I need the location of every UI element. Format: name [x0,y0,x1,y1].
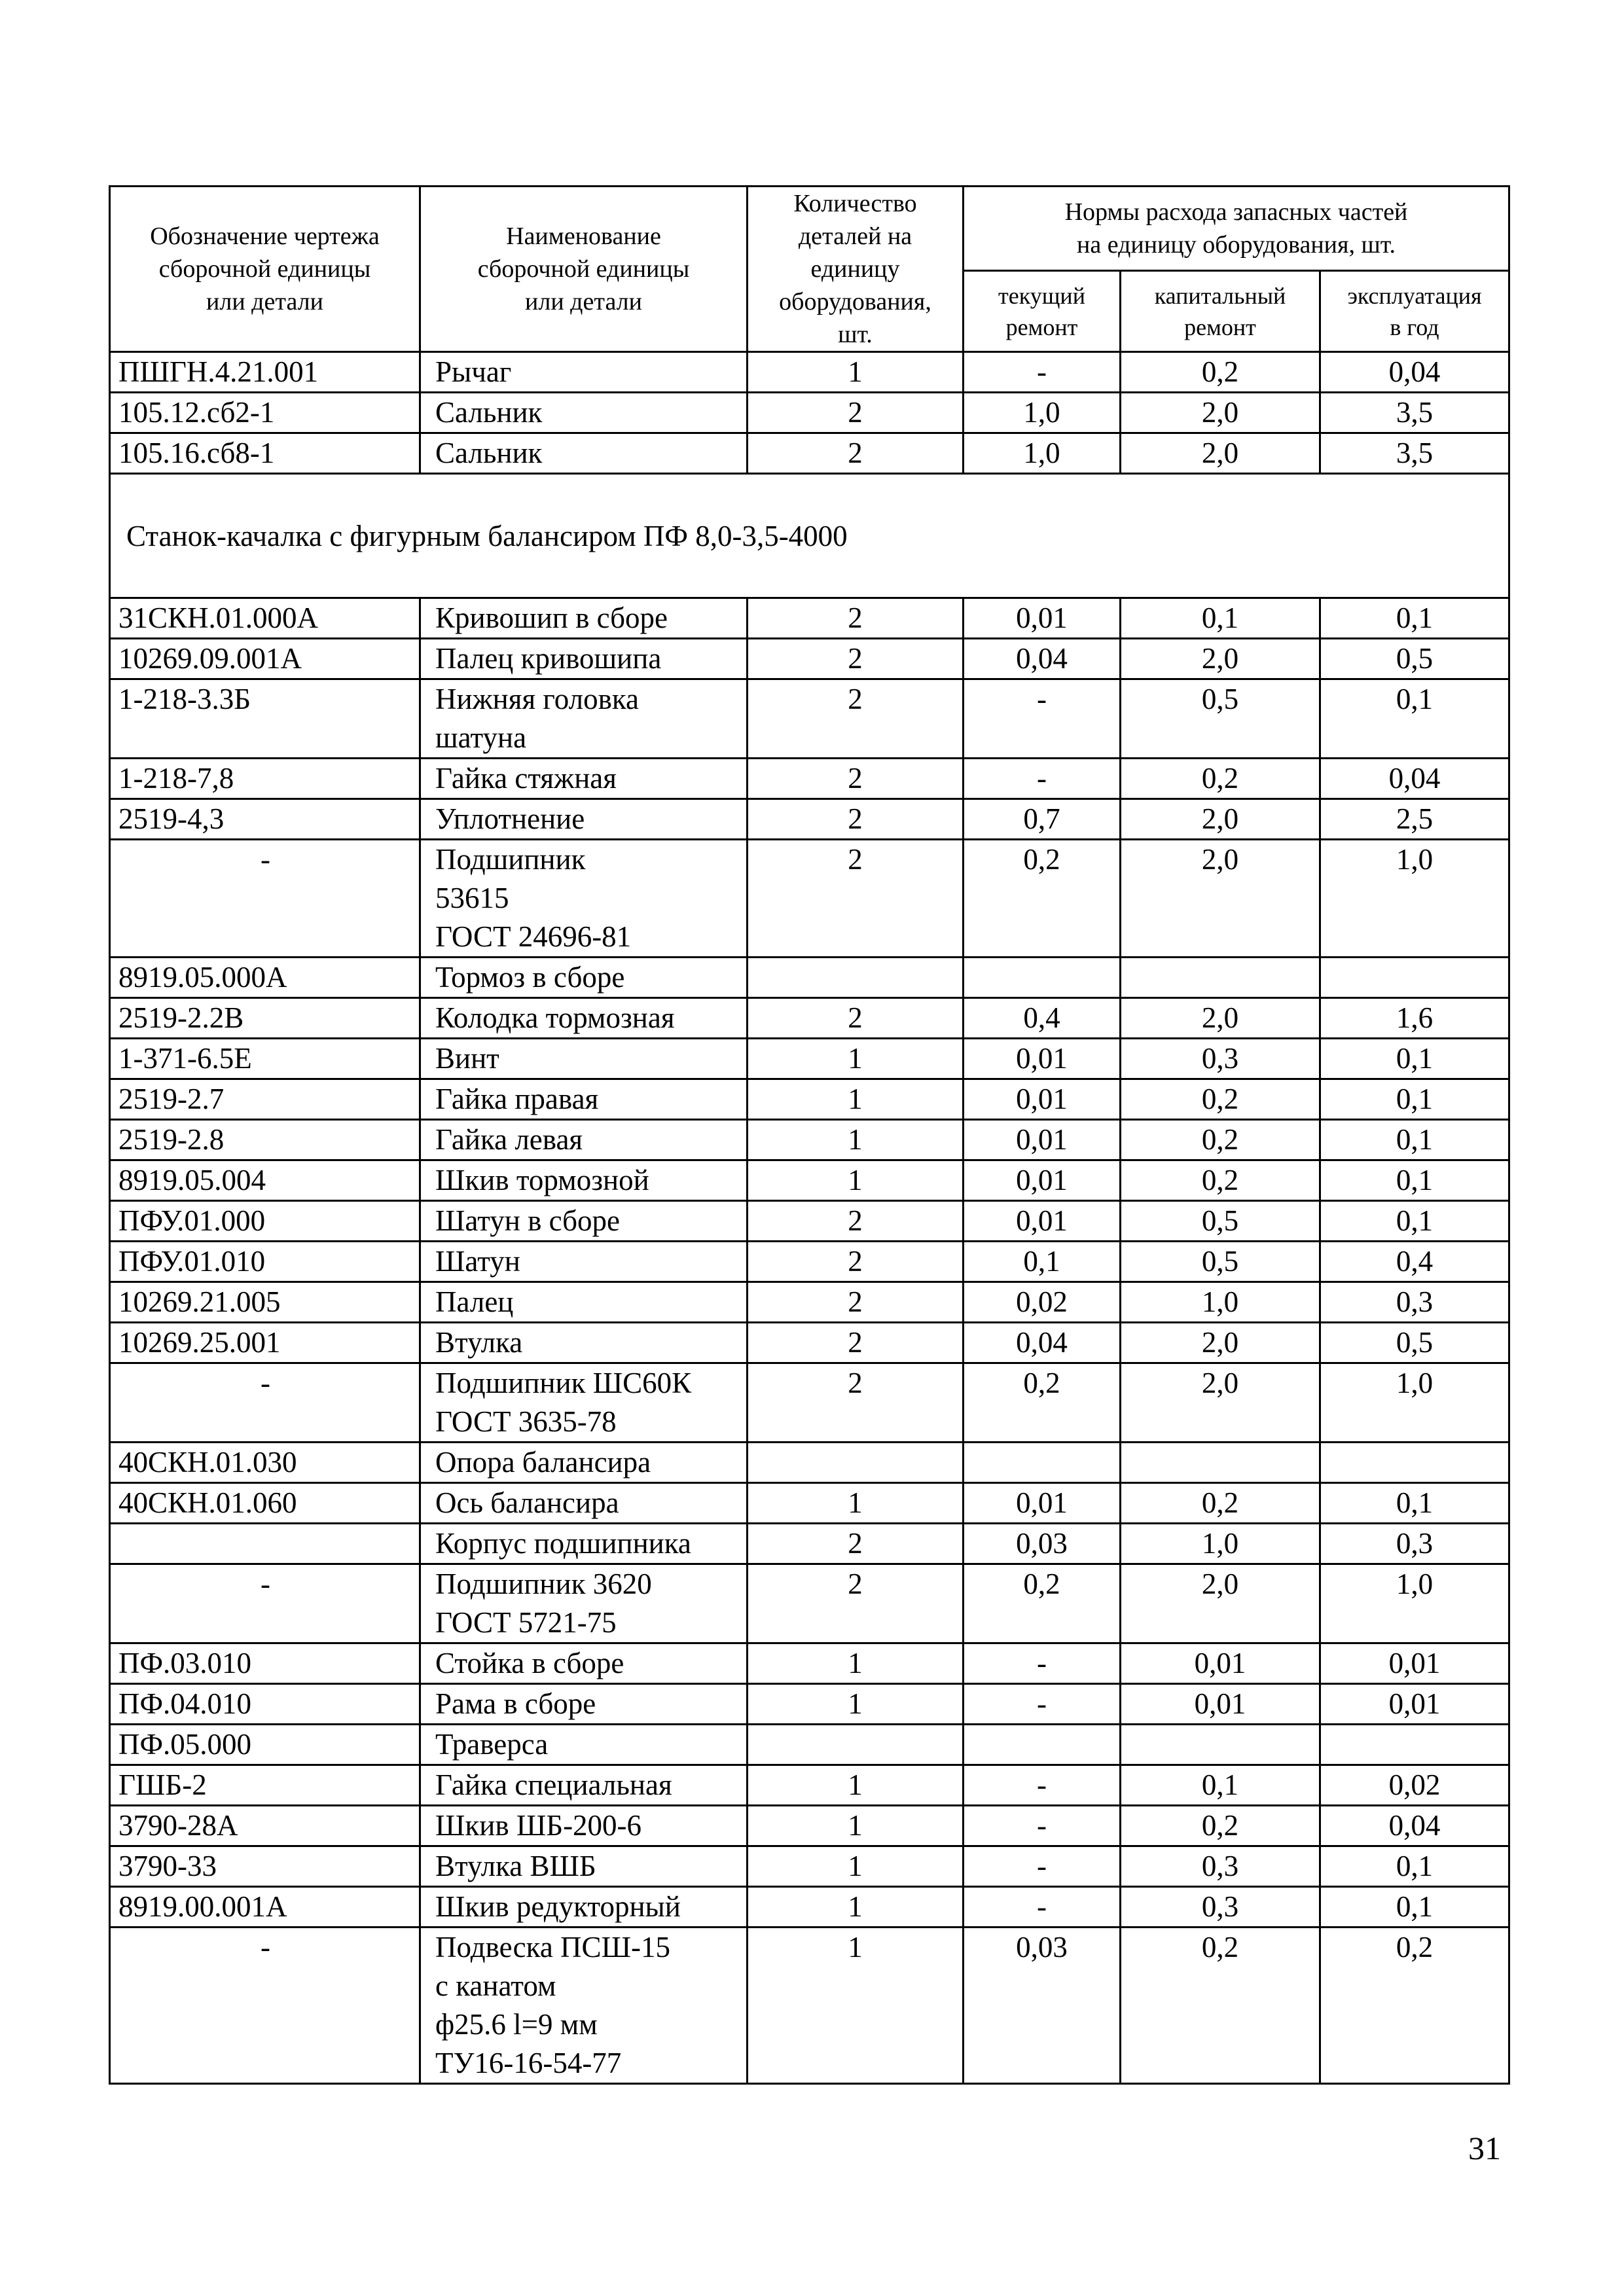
cell-designation: ПФУ.01.010 [110,1242,420,1282]
cell-name: Подшипник ШС60К ГОСТ 3635-78 [420,1363,748,1443]
cell-designation: - [110,1928,420,2084]
cell-operation [1320,1725,1509,1765]
cell-current-repair: - [964,759,1121,799]
cell-quantity: 2 [748,759,964,799]
cell-name: Гайка правая [420,1079,748,1120]
cell-designation: 8919.05.000А [110,958,420,998]
cell-capital-repair: 0,5 [1121,1201,1320,1242]
cell-capital-repair [1121,958,1320,998]
cell-designation: 2519-2.7 [110,1079,420,1120]
cell-designation: 8919.00.001А [110,1887,420,1928]
cell-operation: 0,1 [1320,679,1509,759]
cell-name: Втулка [420,1323,748,1363]
cell-quantity: 2 [748,393,964,433]
cell-quantity: 2 [748,679,964,759]
section-title: Станок-качалка с фигурным балансиром ПФ 8,0-3,5-4000 [110,474,1509,598]
cell-capital-repair: 0,1 [1121,1765,1320,1806]
cell-capital-repair: 0,2 [1121,1806,1320,1846]
cell-quantity: 2 [748,1564,964,1643]
table-row [110,639,1509,679]
cell-capital-repair: 0,3 [1121,1039,1320,1079]
cell-current-repair: - [964,1887,1121,1928]
cell-operation: 0,3 [1320,1524,1509,1564]
cell-operation: 1,0 [1320,1363,1509,1443]
cell-name: Траверса [420,1725,748,1765]
cell-quantity: 1 [748,1887,964,1928]
cell-operation: 1,0 [1320,840,1509,958]
page-number: 31 [1468,2130,1501,2166]
cell-designation: 2519-4,3 [110,799,420,840]
cell-designation: 1-371-6.5Е [110,1039,420,1079]
cell-quantity [748,958,964,998]
cell-capital-repair: 2,0 [1121,799,1320,840]
cell-quantity: 2 [748,840,964,958]
cell-name: Уплотнение [420,799,748,840]
cell-designation: 40СКН.01.060 [110,1483,420,1524]
table-row [110,1684,1509,1725]
cell-quantity: 2 [748,598,964,639]
cell-quantity: 1 [748,1806,964,1846]
cell-designation: ГШБ-2 [110,1765,420,1806]
cell-quantity: 2 [748,1363,964,1443]
cell-operation: 1,6 [1320,998,1509,1039]
cell-current-repair: 0,01 [964,1120,1121,1160]
cell-operation: 0,04 [1320,352,1509,393]
table-row [110,1282,1509,1323]
cell-current-repair: 0,01 [964,1201,1121,1242]
table-row [110,1242,1509,1282]
cell-name: Шкив тормозной [420,1160,748,1201]
cell-current-repair: 0,02 [964,1282,1121,1323]
cell-capital-repair: 0,3 [1121,1846,1320,1887]
cell-designation: 10269.21.005 [110,1282,420,1323]
cell-current-repair: 0,01 [964,1039,1121,1079]
cell-designation: 40СКН.01.030 [110,1443,420,1483]
section-row [110,474,1509,598]
cell-operation: 0,04 [1320,1806,1509,1846]
cell-current-repair: 0,03 [964,1928,1121,2084]
cell-name: Опора балансира [420,1443,748,1483]
cell-designation [110,1524,420,1564]
cell-capital-repair: 2,0 [1121,840,1320,958]
cell-capital-repair: 0,01 [1121,1643,1320,1684]
cell-current-repair: 0,1 [964,1242,1121,1282]
cell-name: Шатун [420,1242,748,1282]
cell-designation: ПФ.05.000 [110,1725,420,1765]
cell-name: Подвеска ПСШ-15 с канатом ф25.6 l=9 мм ТУ16-16-54-77 [420,1928,748,2084]
cell-quantity: 2 [748,1242,964,1282]
table-row [110,1643,1509,1684]
table-row [110,799,1509,840]
cell-operation: 0,1 [1320,1079,1509,1120]
cell-current-repair: 0,4 [964,998,1121,1039]
cell-capital-repair: 0,5 [1121,679,1320,759]
cell-operation: 0,4 [1320,1242,1509,1282]
cell-operation: 0,1 [1320,1201,1509,1242]
parts-table [109,185,1510,2085]
cell-capital-repair: 0,2 [1121,1928,1320,2084]
table-row [110,1079,1509,1120]
col-header-designation: Обозначение чертежа сборочной единицы или детали [110,187,420,352]
cell-quantity [748,1725,964,1765]
table-row [110,1323,1509,1363]
cell-operation [1320,1443,1509,1483]
cell-designation: 2519-2.2В [110,998,420,1039]
table-row [110,1806,1509,1846]
table-row [110,1201,1509,1242]
table-row [110,1443,1509,1483]
table-row [110,1765,1509,1806]
cell-operation: 0,01 [1320,1684,1509,1725]
table-row [110,958,1509,998]
cell-name: Корпус подшипника [420,1524,748,1564]
cell-current-repair: 0,03 [964,1524,1121,1564]
cell-capital-repair: 2,0 [1121,393,1320,433]
cell-quantity: 2 [748,433,964,474]
cell-quantity: 1 [748,1765,964,1806]
cell-quantity: 1 [748,1684,964,1725]
cell-operation: 2,5 [1320,799,1509,840]
cell-name: Кривошип в сборе [420,598,748,639]
table-row [110,1928,1509,2084]
col-header-norms: Нормы расхода запасных частей на единицу оборудования, шт. [964,187,1509,271]
cell-name: Ось балансира [420,1483,748,1524]
table-row [110,393,1509,433]
cell-name: Гайка специальная [420,1765,748,1806]
cell-operation: 0,1 [1320,1887,1509,1928]
table-row [110,1564,1509,1643]
cell-operation: 3,5 [1320,433,1509,474]
table-row [110,352,1509,393]
cell-capital-repair: 1,0 [1121,1282,1320,1323]
cell-designation: - [110,840,420,958]
cell-current-repair [964,958,1121,998]
cell-quantity: 1 [748,1160,964,1201]
cell-current-repair: 0,01 [964,598,1121,639]
cell-operation: 0,1 [1320,1039,1509,1079]
cell-capital-repair [1121,1725,1320,1765]
cell-current-repair: - [964,352,1121,393]
cell-name: Винт [420,1039,748,1079]
cell-designation: ПФУ.01.000 [110,1201,420,1242]
cell-designation: - [110,1363,420,1443]
cell-name: Рама в сборе [420,1684,748,1725]
cell-quantity: 1 [748,1039,964,1079]
cell-current-repair: 0,01 [964,1483,1121,1524]
cell-operation: 0,1 [1320,598,1509,639]
cell-designation: 10269.09.001А [110,639,420,679]
cell-designation: 8919.05.004 [110,1160,420,1201]
cell-current-repair: - [964,1684,1121,1725]
cell-name: Шкив ШБ-200-6 [420,1806,748,1846]
cell-quantity: 1 [748,352,964,393]
cell-capital-repair: 0,2 [1121,1160,1320,1201]
table-row [110,1363,1509,1443]
cell-operation: 0,5 [1320,639,1509,679]
cell-capital-repair: 2,0 [1121,639,1320,679]
table-row [110,1887,1509,1928]
cell-capital-repair: 0,3 [1121,1887,1320,1928]
cell-designation: 105.12.сб2-1 [110,393,420,433]
cell-capital-repair: 2,0 [1121,1564,1320,1643]
table-row [110,1039,1509,1079]
cell-capital-repair: 0,01 [1121,1684,1320,1725]
cell-capital-repair: 0,5 [1121,1242,1320,1282]
table-row [110,433,1509,474]
cell-quantity: 2 [748,1201,964,1242]
table-row [110,1846,1509,1887]
cell-operation: 0,2 [1320,1928,1509,2084]
cell-current-repair: - [964,1643,1121,1684]
cell-name: Рычаг [420,352,748,393]
cell-designation: ПФ.04.010 [110,1684,420,1725]
cell-operation: 0,1 [1320,1160,1509,1201]
table-row [110,1120,1509,1160]
cell-name: Палец кривошипа [420,639,748,679]
cell-quantity: 1 [748,1928,964,2084]
cell-capital-repair: 0,2 [1121,1120,1320,1160]
col-header-current-repair: текущий ремонт [964,271,1121,352]
cell-operation: 0,1 [1320,1120,1509,1160]
cell-current-repair: 0,04 [964,639,1121,679]
cell-current-repair [964,1443,1121,1483]
cell-operation: 0,5 [1320,1323,1509,1363]
cell-quantity: 2 [748,1323,964,1363]
cell-current-repair: 0,2 [964,1564,1121,1643]
cell-capital-repair: 0,2 [1121,759,1320,799]
cell-capital-repair: 1,0 [1121,1524,1320,1564]
cell-quantity: 2 [748,799,964,840]
cell-current-repair: 0,01 [964,1160,1121,1201]
cell-name: Нижняя головка шатуна [420,679,748,759]
cell-designation: 3790-33 [110,1846,420,1887]
header-row [110,187,1509,271]
cell-quantity: 2 [748,1282,964,1323]
cell-name: Шатун в сборе [420,1201,748,1242]
cell-current-repair: 0,01 [964,1079,1121,1120]
table-row [110,1524,1509,1564]
table-row [110,840,1509,958]
cell-capital-repair: 2,0 [1121,998,1320,1039]
table-row [110,598,1509,639]
cell-designation: ПФ.03.010 [110,1643,420,1684]
cell-designation: 105.16.сб8-1 [110,433,420,474]
cell-operation: 0,04 [1320,759,1509,799]
cell-operation: 0,1 [1320,1846,1509,1887]
cell-name: Сальник [420,393,748,433]
cell-name: Тормоз в сборе [420,958,748,998]
cell-current-repair: 0,2 [964,1363,1121,1443]
cell-name: Подшипник 53615 ГОСТ 24696-81 [420,840,748,958]
cell-operation: 0,02 [1320,1765,1509,1806]
cell-name: Колодка тормозная [420,998,748,1039]
cell-operation [1320,958,1509,998]
cell-current-repair: - [964,1806,1121,1846]
cell-current-repair: - [964,1846,1121,1887]
cell-designation: 10269.25.001 [110,1323,420,1363]
cell-operation: 0,01 [1320,1643,1509,1684]
cell-designation: 2519-2.8 [110,1120,420,1160]
cell-capital-repair: 2,0 [1121,1363,1320,1443]
cell-quantity: 2 [748,998,964,1039]
cell-designation: ПШГН.4.21.001 [110,352,420,393]
cell-capital-repair: 0,2 [1121,1483,1320,1524]
table-row [110,1725,1509,1765]
cell-quantity [748,1443,964,1483]
cell-designation: - [110,1564,420,1643]
cell-designation: 1-218-7,8 [110,759,420,799]
cell-capital-repair [1121,1443,1320,1483]
cell-capital-repair: 0,1 [1121,598,1320,639]
cell-current-repair: 0,04 [964,1323,1121,1363]
cell-current-repair: - [964,679,1121,759]
col-header-capital-repair: капитальный ремонт [1121,271,1320,352]
cell-capital-repair: 0,2 [1121,1079,1320,1120]
cell-operation: 1,0 [1320,1564,1509,1643]
cell-designation: 31СКН.01.000А [110,598,420,639]
cell-name: Стойка в сборе [420,1643,748,1684]
table-row [110,1160,1509,1201]
cell-current-repair: - [964,1765,1121,1806]
cell-current-repair [964,1725,1121,1765]
cell-capital-repair: 2,0 [1121,433,1320,474]
table-row [110,998,1509,1039]
cell-capital-repair: 0,2 [1121,352,1320,393]
cell-name: Шкив редукторный [420,1887,748,1928]
cell-operation: 0,3 [1320,1282,1509,1323]
table-row [110,1483,1509,1524]
cell-name: Гайка левая [420,1120,748,1160]
cell-quantity: 1 [748,1846,964,1887]
table-row [110,679,1509,759]
cell-quantity: 1 [748,1120,964,1160]
cell-name: Подшипник 3620 ГОСТ 5721-75 [420,1564,748,1643]
cell-quantity: 2 [748,639,964,679]
cell-name: Втулка ВШБ [420,1846,748,1887]
cell-quantity: 2 [748,1524,964,1564]
col-header-name: Наименование сборочной единицы или детали [420,187,748,352]
cell-current-repair: 0,2 [964,840,1121,958]
col-header-quantity: Количество деталей на единицу оборудования, шт. [748,187,964,352]
cell-name: Сальник [420,433,748,474]
cell-current-repair: 1,0 [964,433,1121,474]
cell-capital-repair: 2,0 [1121,1323,1320,1363]
cell-name: Гайка стяжная [420,759,748,799]
cell-quantity: 1 [748,1079,964,1120]
cell-operation: 3,5 [1320,393,1509,433]
cell-quantity: 1 [748,1483,964,1524]
cell-designation: 1-218-3.3Б [110,679,420,759]
table-row [110,759,1509,799]
cell-operation: 0,1 [1320,1483,1509,1524]
cell-quantity: 1 [748,1643,964,1684]
cell-name: Палец [420,1282,748,1323]
cell-designation: 3790-28А [110,1806,420,1846]
col-header-operation: эксплуатация в год [1320,271,1509,352]
cell-current-repair: 0,7 [964,799,1121,840]
cell-current-repair: 1,0 [964,393,1121,433]
